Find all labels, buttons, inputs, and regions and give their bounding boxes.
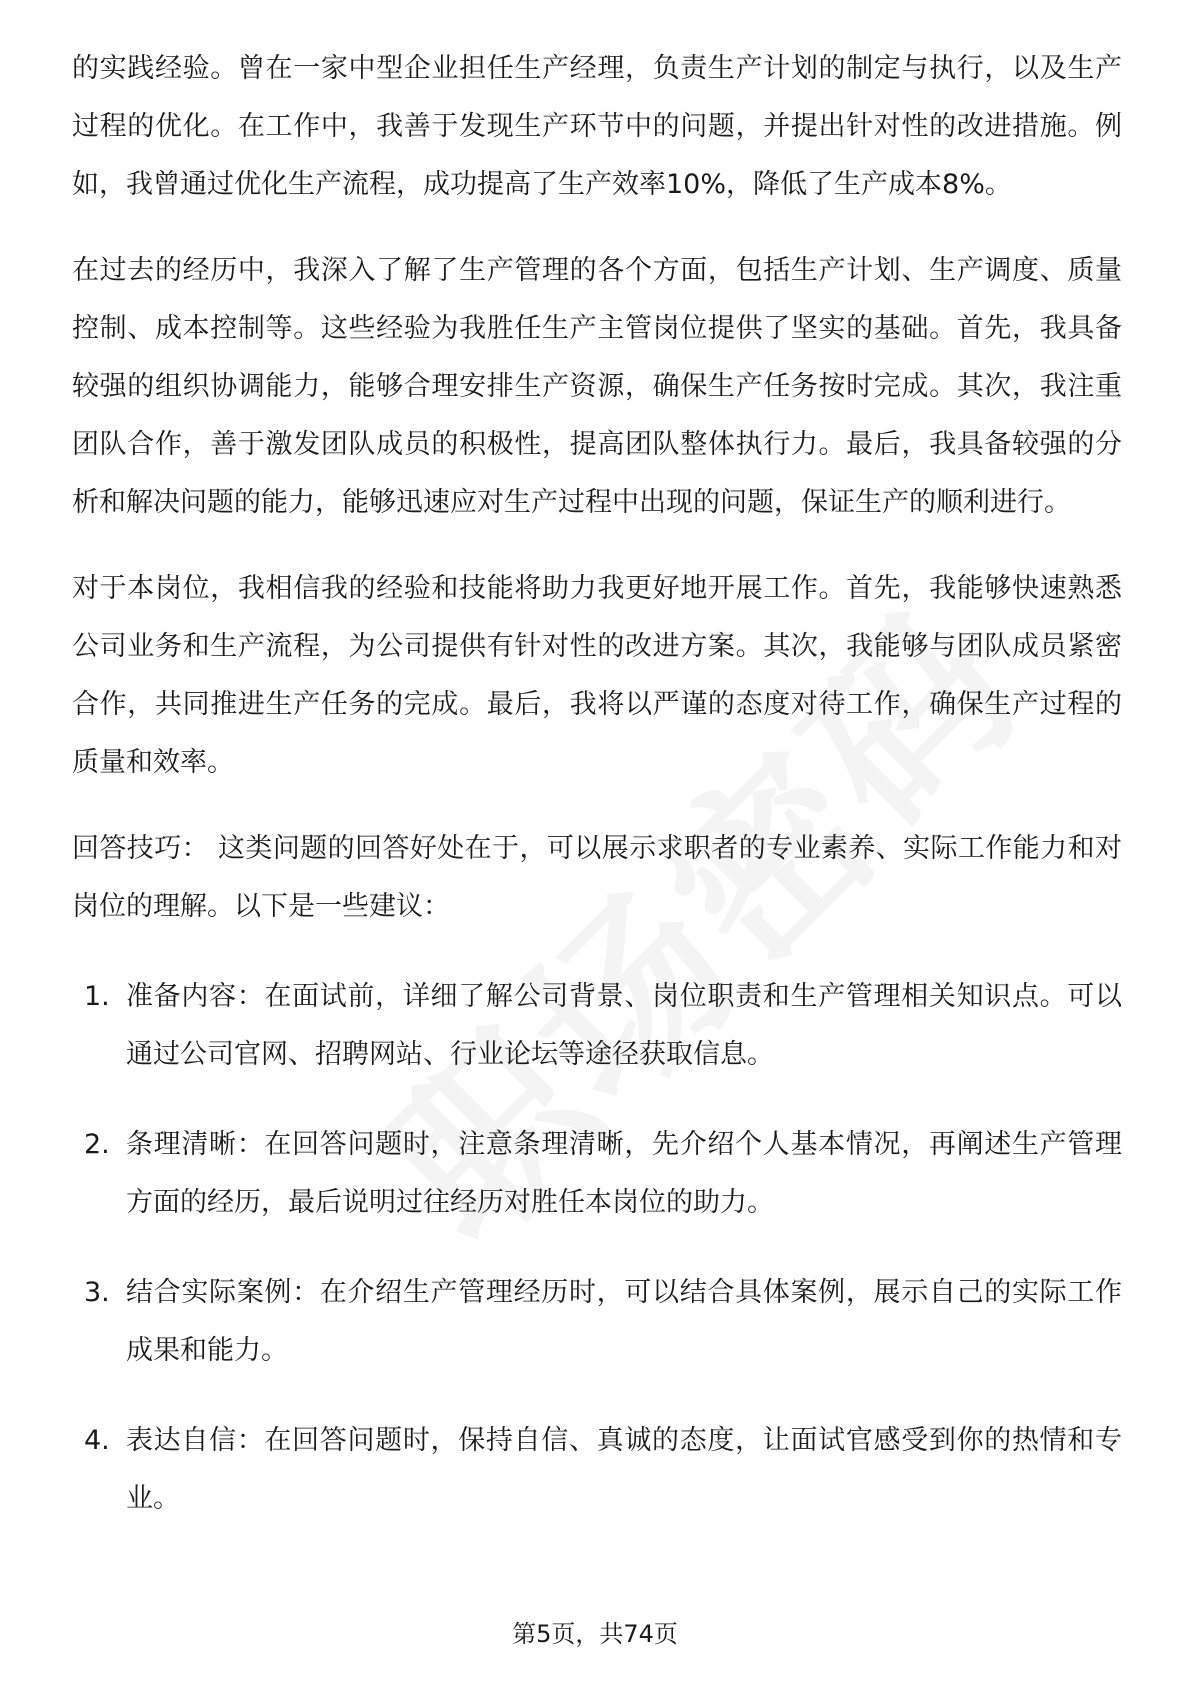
- list-text: 条理清晰：在回答问题时，注意条理清晰，先介绍个人基本情况，再阐述生产管理方面的经历，最后说明过往经历对胜任本岗位的助力。: [126, 1129, 1122, 1218]
- list-item: [72, 968, 1122, 1084]
- paragraph: 在过去的经历中，我深入了解了生产管理的各个方面，包括生产计划、生产调度、质量控制、成本控制等。这些经验为我胜任生产主管岗位提供了坚实的基础。首先，我具备较强的组织协调能力，能够合理安排生产资源，确保生产任务按时完成。其次，我注重团队合作，善于激发团队成员的积极性，提高团队整体执行力。最后，我具备较强的分析和解决问题的能力，能够迅速应对生产过程中出现的问题，保证生产的顺利进行。: [72, 255, 1122, 518]
- list-item: [72, 1412, 1122, 1528]
- tips-list: [72, 968, 1122, 1528]
- list-number: 2.: [84, 1129, 110, 1160]
- list-number: 3.: [84, 1277, 110, 1308]
- document-body: [72, 40, 1122, 1560]
- list-text: 结合实际案例：在介绍生产管理经历时，可以结合具体案例，展示自己的实际工作成果和能力。: [126, 1277, 1122, 1366]
- list-number: 4.: [84, 1425, 110, 1456]
- list-text: 准备内容：在面试前，详细了解公司背景、岗位职责和生产管理相关知识点。可以通过公司官网、招聘网站、行业论坛等途径获取信息。: [126, 981, 1122, 1070]
- paragraph: 的实践经验。曾在一家中型企业担任生产经理，负责生产计划的制定与执行，以及生产过程的优化。在工作中，我善于发现生产环节中的问题，并提出针对性的改进措施。例如，我曾通过优化生产流程，成功提高了生产效率10%，降低了生产成本8%。: [72, 53, 1122, 200]
- paragraph: 对于本岗位，我相信我的经验和技能将助力我更好地开展工作。首先，我能够快速熟悉公司业务和生产流程，为公司提供有针对性的改进方案。其次，我能够与团队成员紧密合作，共同推进生产任务的完成。最后，我将以严谨的态度对待工作，确保生产过程的质量和效率。: [72, 573, 1122, 778]
- list-item: [72, 1264, 1122, 1380]
- list-text: 表达自信：在回答问题时，保持自信、真诚的态度，让面试官感受到你的热情和专业。: [126, 1425, 1122, 1514]
- page-number-footer: 第5页，共74页: [512, 1620, 678, 1648]
- list-number: 1.: [84, 981, 110, 1012]
- list-item: [72, 1116, 1122, 1232]
- answer-tips-intro: 回答技巧： 这类问题的回答好处在于，可以展示求职者的专业素养、实际工作能力和对岗位的理解。以下是一些建议：: [72, 833, 1122, 922]
